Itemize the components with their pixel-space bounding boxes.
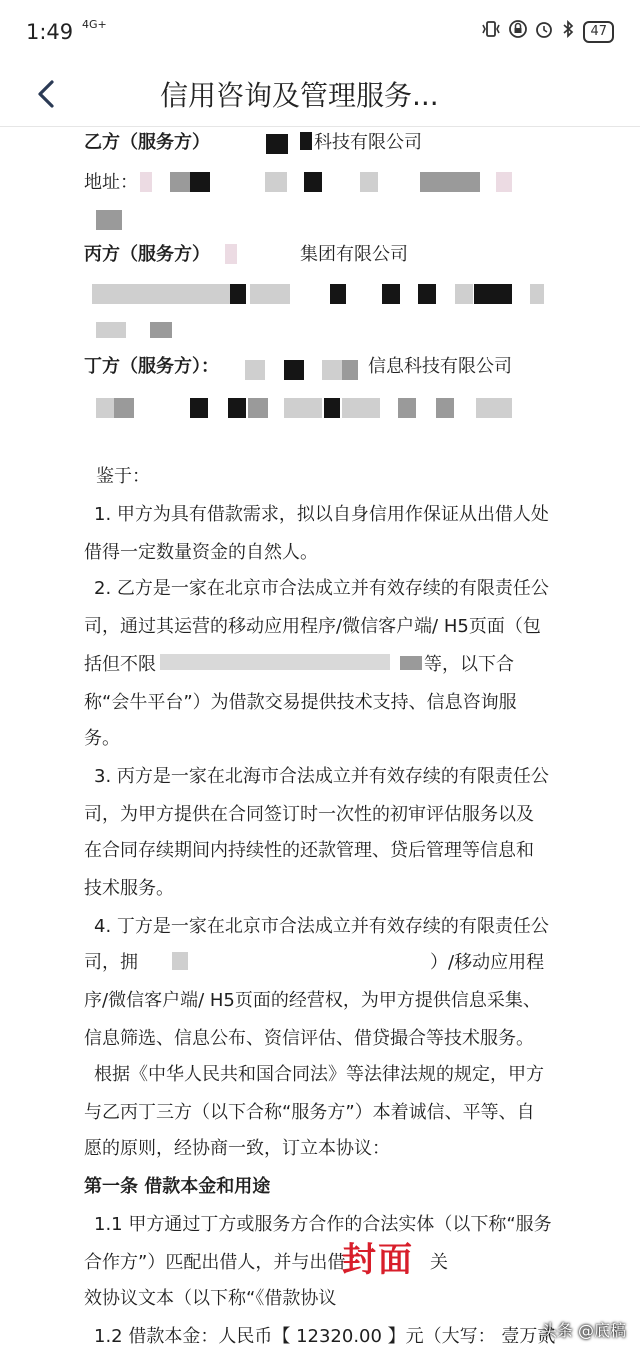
clause-text: 效协议文本（以下称“《借款协议	[84, 1288, 337, 1309]
redaction	[382, 284, 400, 304]
clause-text: 1. 甲方为具有借款需求，拟以自身信用作保证从出借人处	[94, 504, 549, 525]
redaction	[436, 398, 454, 418]
clause-text: 2. 乙方是一家在北京市合法成立并有效存续的有限责任公	[94, 578, 549, 599]
redaction	[284, 360, 304, 380]
redaction	[140, 172, 152, 192]
page-title: 信用咨询及管理服务...	[160, 79, 439, 112]
clause-text: 1.1 甲方通过丁方或服务方合作的合法实体（以下称“服务	[94, 1214, 552, 1235]
clause-text: ）/移动应用程	[430, 952, 545, 973]
redaction	[96, 322, 126, 338]
redaction	[170, 172, 190, 192]
redaction	[150, 322, 172, 338]
redaction	[245, 360, 265, 380]
clause-text: 4. 丁方是一家在北京市合法成立并有效存续的有限责任公	[94, 916, 549, 937]
redaction	[342, 398, 380, 418]
redaction	[342, 360, 358, 380]
party-c-company: 集团有限公司	[300, 244, 408, 265]
title-bar	[0, 62, 640, 127]
clause-text: 序/微信客户端/ H5页面的经营权，为甲方提供信息采集、	[84, 990, 541, 1011]
clause-text: 关	[430, 1252, 448, 1273]
redaction	[360, 172, 378, 192]
clause-text: 技术服务。	[84, 878, 174, 899]
article-heading: 第一条 借款本金和用途	[84, 1176, 271, 1197]
status-bar	[0, 0, 640, 62]
redaction	[265, 172, 287, 192]
clause-text: 务。	[84, 728, 120, 749]
alarm-icon	[535, 20, 553, 43]
redaction	[172, 952, 188, 970]
clause-text: 1.2 借款本金：人民币【 12320.00 】元（大写： 壹万贰	[94, 1326, 556, 1347]
clause-text: 与乙丙丁三方（以下合称“服务方”）本着诚信、平等、自	[84, 1102, 535, 1123]
redaction	[190, 172, 210, 192]
redaction	[322, 360, 342, 380]
redaction	[300, 132, 312, 150]
redaction	[330, 284, 346, 304]
clause-text: 借得一定数量资金的自然人。	[84, 542, 318, 563]
party-b-company: 科技有限公司	[314, 132, 422, 153]
redaction	[114, 398, 134, 418]
redaction	[96, 210, 122, 230]
document-content	[0, 128, 640, 1350]
redaction	[455, 284, 473, 304]
redaction	[250, 284, 290, 304]
redaction	[324, 398, 340, 418]
party-d-label: 丁方（服务方）：	[84, 356, 219, 377]
vibrate-icon	[481, 20, 501, 43]
redaction	[398, 398, 416, 418]
redaction	[266, 134, 288, 154]
redaction	[96, 398, 114, 418]
clause-text: 司，拥	[84, 952, 138, 973]
back-arrow-icon[interactable]	[30, 70, 70, 118]
clause-text: 司，为甲方提供在合同签订时一次性的初审评估服务以及	[84, 804, 534, 825]
party-c-label: 丙方（服务方）	[84, 244, 210, 265]
watermark-logo: 封面	[342, 1240, 414, 1280]
clause-text: 括但不限	[84, 654, 156, 675]
clause-text: 称“会牛平台”）为借款交易提供技术支持、信息咨询服	[84, 692, 517, 713]
clause-text: 愿的原则，经协商一致，订立本协议：	[84, 1138, 390, 1159]
redaction	[304, 172, 322, 192]
redaction	[284, 398, 322, 418]
clause-text: 信息筛选、信息公布、资信评估、借贷撮合等技术服务。	[84, 1028, 534, 1049]
status-time: 1:49	[26, 20, 74, 44]
redaction	[230, 284, 246, 304]
redaction	[476, 398, 512, 418]
party-b-label: 乙方（服务方）	[84, 132, 210, 153]
clause-text: 在合同存续期间内持续性的还款管理、贷后管理等信息和	[84, 840, 534, 861]
redaction	[400, 656, 422, 670]
redaction	[190, 398, 208, 418]
whereas-heading: 鉴于：	[96, 466, 150, 487]
clause-text: 合作方”）匹配出借人，并与出借	[84, 1252, 346, 1273]
party-b-address-label: 地址：	[84, 172, 138, 193]
clause-text: 等，以下合	[424, 654, 514, 675]
battery-indicator: 47	[583, 21, 614, 43]
clause-text: 根据《中华人民共和国合同法》等法律法规的规定，甲方	[94, 1064, 544, 1085]
redaction	[228, 398, 246, 418]
redaction	[418, 284, 436, 304]
clause-text: 3. 丙方是一家在北海市合法成立并有效存续的有限责任公	[94, 766, 549, 787]
redaction	[160, 654, 390, 670]
lock-icon	[509, 20, 527, 43]
redaction	[496, 172, 512, 192]
redaction	[474, 284, 512, 304]
redaction	[248, 398, 268, 418]
party-d-company: 信息科技有限公司	[368, 356, 512, 377]
clause-text: 司，通过其运营的移动应用程序/微信客户端/ H5页面（包	[84, 616, 541, 637]
redaction	[225, 244, 237, 264]
redaction	[420, 172, 480, 192]
redaction	[92, 284, 230, 304]
redaction	[530, 284, 544, 304]
source-attribution: 头条 @底稿	[540, 1321, 626, 1340]
network-indicator: 4G+	[82, 18, 107, 31]
bluetooth-icon	[561, 20, 575, 43]
status-icons	[481, 20, 614, 43]
